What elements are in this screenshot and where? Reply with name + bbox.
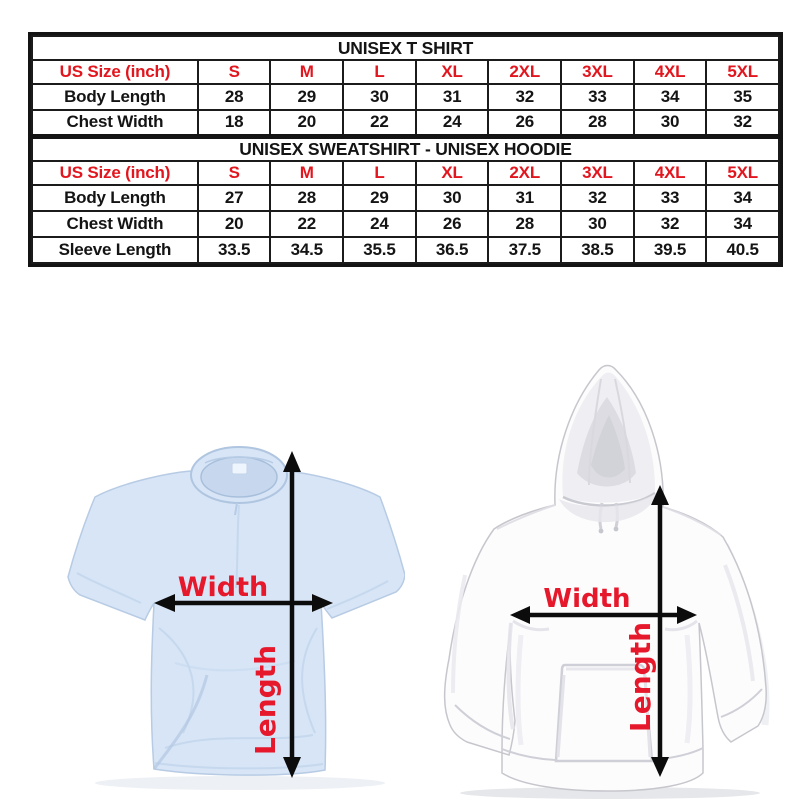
hoodie-hood — [562, 373, 655, 506]
table-title: UNISEX SWEATSHIRT - UNISEX HOODIE — [32, 136, 779, 161]
measurement-value: 29 — [343, 185, 416, 211]
measurement-value: 24 — [416, 110, 489, 136]
tshirt-shadow — [95, 776, 385, 790]
measurement-value: 32 — [634, 211, 707, 237]
measurement-value: 28 — [561, 110, 634, 136]
measurement-value: 28 — [270, 185, 343, 211]
measurement-value: 34 — [706, 185, 779, 211]
measurement-value: 28 — [198, 84, 271, 110]
neck-tag — [232, 463, 247, 474]
size-col-header: 4XL — [634, 60, 707, 84]
measurement-value: 24 — [343, 211, 416, 237]
measurement-value: 30 — [634, 110, 707, 136]
size-col-header: S — [198, 60, 271, 84]
size-unit-header: US Size (inch) — [32, 161, 198, 185]
measurement-value: 26 — [488, 110, 561, 136]
size-col-header: 2XL — [488, 161, 561, 185]
size-col-header: 3XL — [561, 60, 634, 84]
measurement-value: 39.5 — [634, 237, 707, 263]
size-col-header: 4XL — [634, 161, 707, 185]
size-col-header: XL — [416, 161, 489, 185]
measurement-value: 32 — [561, 185, 634, 211]
size-col-header: M — [270, 60, 343, 84]
measurement-value: 30 — [416, 185, 489, 211]
measurement-label: Body Length — [32, 185, 198, 211]
measurement-value: 32 — [706, 110, 779, 136]
measurement-value: 22 — [343, 110, 416, 136]
hoodie-length-label: Length — [624, 621, 657, 733]
measurement-value: 40.5 — [706, 237, 779, 263]
measurement-value: 30 — [343, 84, 416, 110]
size-col-header: 5XL — [706, 161, 779, 185]
size-col-header: M — [270, 161, 343, 185]
measurement-value: 33.5 — [198, 237, 271, 263]
measurement-value: 33 — [634, 185, 707, 211]
measurement-value: 30 — [561, 211, 634, 237]
size-col-header: L — [343, 60, 416, 84]
measurement-label: Body Length — [32, 84, 198, 110]
size-col-header: 3XL — [561, 161, 634, 185]
measurement-value: 18 — [198, 110, 271, 136]
size-col-header: 5XL — [706, 60, 779, 84]
table-title: UNISEX T SHIRT — [32, 36, 779, 60]
tshirt-length-label: Length — [249, 644, 282, 756]
size-col-header: L — [343, 161, 416, 185]
size-col-header: XL — [416, 60, 489, 84]
measurement-value: 35.5 — [343, 237, 416, 263]
measurement-value: 32 — [488, 84, 561, 110]
measurement-label: Sleeve Length — [32, 237, 198, 263]
measurement-value: 28 — [488, 211, 561, 237]
size-col-header: 2XL — [488, 60, 561, 84]
measurement-value: 20 — [198, 211, 271, 237]
measurement-value: 35 — [706, 84, 779, 110]
measurement-value: 31 — [416, 84, 489, 110]
hoodie-diagram — [425, 345, 795, 800]
measurement-label: Chest Width — [32, 110, 198, 136]
measurement-value: 38.5 — [561, 237, 634, 263]
measurement-value: 20 — [270, 110, 343, 136]
measurement-value: 22 — [270, 211, 343, 237]
tshirt-width-label: Width — [177, 572, 269, 603]
size-col-header: S — [198, 161, 271, 185]
tshirt-diagram — [55, 413, 405, 798]
hoodie-graphic — [445, 366, 767, 792]
measurement-value: 34.5 — [270, 237, 343, 263]
measurement-label: Chest Width — [32, 211, 198, 237]
measurement-value: 34 — [634, 84, 707, 110]
measurement-value: 26 — [416, 211, 489, 237]
measurement-value: 33 — [561, 84, 634, 110]
measurement-value: 37.5 — [488, 237, 561, 263]
measurement-value: 27 — [198, 185, 271, 211]
tshirt-graphic — [68, 447, 405, 775]
measurement-value: 31 — [488, 185, 561, 211]
measurement-value: 36.5 — [416, 237, 489, 263]
size-unit-header: US Size (inch) — [32, 60, 198, 84]
hoodie-width-label: Width — [543, 584, 631, 614]
measurement-value: 34 — [706, 211, 779, 237]
measurement-value: 29 — [270, 84, 343, 110]
